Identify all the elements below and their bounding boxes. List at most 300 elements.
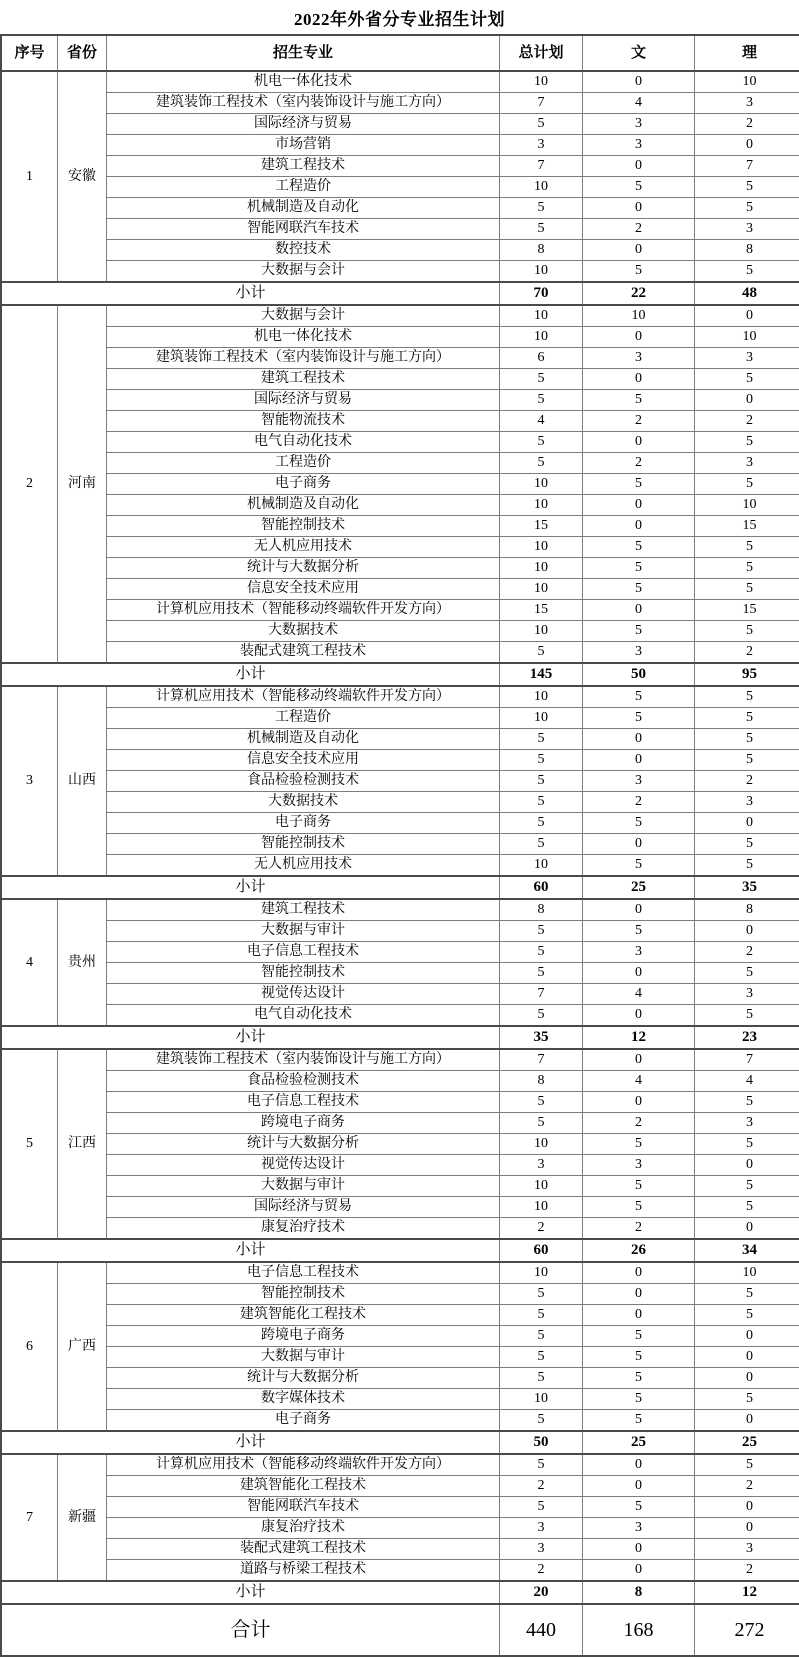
province-name-cell: 河南	[58, 305, 107, 663]
major-name-cell: 机电一体化技术	[107, 71, 500, 93]
total-plan-cell: 3	[500, 1518, 583, 1539]
table-row	[1, 642, 799, 664]
major-name-cell: 计算机应用技术（智能移动终端软件开发方向）	[107, 600, 500, 621]
total-plan-cell: 5	[500, 1284, 583, 1305]
major-name-cell: 计算机应用技术（智能移动终端软件开发方向）	[107, 686, 500, 708]
subtotal-label-cell: 小计	[1, 282, 500, 305]
major-name-cell: 装配式建筑工程技术	[107, 1539, 500, 1560]
li-plan-cell: 0	[695, 305, 799, 327]
major-name-cell: 建筑工程技术	[107, 156, 500, 177]
wen-plan-cell: 4	[583, 1071, 695, 1092]
wen-plan-cell: 10	[583, 305, 695, 327]
page-title: 2022年外省分专业招生计划	[294, 5, 505, 30]
total-plan-cell: 10	[500, 579, 583, 600]
major-name-cell: 数控技术	[107, 240, 500, 261]
li-plan-cell: 15	[695, 600, 799, 621]
subtotal-label-cell: 小计	[1, 1239, 500, 1262]
table-row	[1, 495, 799, 516]
total-plan-cell: 2	[500, 1218, 583, 1240]
table-row	[1, 261, 799, 283]
li-plan-cell: 2	[695, 1476, 799, 1497]
table-row	[1, 1389, 799, 1410]
major-name-cell: 机械制造及自动化	[107, 198, 500, 219]
li-plan-cell: 5	[695, 1197, 799, 1218]
table-row	[1, 1368, 799, 1389]
li-plan-cell: 4	[695, 1071, 799, 1092]
province-name-cell: 广西	[58, 1262, 107, 1431]
province-name-cell: 贵州	[58, 899, 107, 1026]
province-name-cell: 山西	[58, 686, 107, 876]
subtotal-total-cell: 70	[500, 282, 583, 305]
total-plan-cell: 5	[500, 1347, 583, 1368]
li-plan-cell: 15	[695, 516, 799, 537]
li-plan-cell: 0	[695, 390, 799, 411]
admission-plan-table	[0, 34, 799, 1657]
subtotal-wen-cell: 50	[583, 663, 695, 686]
li-plan-cell: 3	[695, 984, 799, 1005]
wen-plan-cell: 5	[583, 813, 695, 834]
table-row	[1, 1262, 799, 1284]
wen-plan-cell: 4	[583, 984, 695, 1005]
li-plan-cell: 5	[695, 1176, 799, 1197]
major-name-cell: 跨境电子商务	[107, 1326, 500, 1347]
subtotal-total-cell: 50	[500, 1431, 583, 1454]
major-name-cell: 智能控制技术	[107, 963, 500, 984]
major-name-cell: 信息安全技术应用	[107, 750, 500, 771]
li-plan-cell: 5	[695, 1134, 799, 1155]
li-plan-cell: 10	[695, 71, 799, 93]
li-plan-cell: 5	[695, 1454, 799, 1476]
table-row	[1, 708, 799, 729]
li-plan-cell: 0	[695, 135, 799, 156]
wen-plan-cell: 0	[583, 1476, 695, 1497]
wen-plan-cell: 5	[583, 1410, 695, 1432]
li-plan-cell: 10	[695, 1262, 799, 1284]
li-plan-cell: 5	[695, 261, 799, 283]
li-plan-cell: 0	[695, 1497, 799, 1518]
major-name-cell: 建筑工程技术	[107, 899, 500, 921]
subtotal-label-cell: 小计	[1, 1431, 500, 1454]
province-index-cell: 1	[1, 71, 58, 282]
wen-plan-cell: 3	[583, 771, 695, 792]
table-row	[1, 1218, 799, 1240]
wen-plan-cell: 0	[583, 729, 695, 750]
table-row	[1, 390, 799, 411]
wen-plan-cell: 0	[583, 198, 695, 219]
wen-plan-cell: 5	[583, 579, 695, 600]
li-plan-cell: 5	[695, 177, 799, 198]
total-plan-cell: 10	[500, 327, 583, 348]
li-plan-cell: 5	[695, 1005, 799, 1027]
major-name-cell: 大数据技术	[107, 621, 500, 642]
table-row	[1, 963, 799, 984]
province-name-cell: 安徽	[58, 71, 107, 282]
wen-plan-cell: 0	[583, 369, 695, 390]
total-plan-cell: 7	[500, 93, 583, 114]
li-plan-cell: 5	[695, 729, 799, 750]
total-plan-cell: 2	[500, 1476, 583, 1497]
table-row	[1, 1092, 799, 1113]
major-name-cell: 电子商务	[107, 1410, 500, 1432]
table-row	[1, 348, 799, 369]
total-plan-cell: 4	[500, 411, 583, 432]
total-plan-cell: 5	[500, 1497, 583, 1518]
province-index-cell: 4	[1, 899, 58, 1026]
total-plan-cell: 7	[500, 984, 583, 1005]
total-plan-cell: 5	[500, 1410, 583, 1432]
li-plan-cell: 3	[695, 219, 799, 240]
li-plan-cell: 0	[695, 1518, 799, 1539]
table-row	[1, 1176, 799, 1197]
table-row	[1, 1155, 799, 1176]
wen-plan-cell: 2	[583, 1113, 695, 1134]
table-row	[1, 432, 799, 453]
wen-plan-cell: 5	[583, 921, 695, 942]
major-name-cell: 食品检验检测技术	[107, 771, 500, 792]
total-plan-cell: 5	[500, 369, 583, 390]
wen-plan-cell: 5	[583, 708, 695, 729]
wen-plan-cell: 3	[583, 114, 695, 135]
wen-plan-cell: 5	[583, 537, 695, 558]
total-plan-cell: 5	[500, 750, 583, 771]
wen-plan-cell: 5	[583, 1347, 695, 1368]
subtotal-label-cell: 小计	[1, 876, 500, 899]
major-name-cell: 计算机应用技术（智能移动终端软件开发方向）	[107, 1454, 500, 1476]
subtotal-li-cell: 34	[695, 1239, 799, 1262]
table-row	[1, 219, 799, 240]
table-row	[1, 771, 799, 792]
subtotal-li-cell: 25	[695, 1431, 799, 1454]
grand-total-wen-cell: 168	[583, 1604, 695, 1656]
subtotal-total-cell: 35	[500, 1026, 583, 1049]
wen-plan-cell: 2	[583, 219, 695, 240]
wen-plan-cell: 4	[583, 93, 695, 114]
table-row	[1, 750, 799, 771]
table-row	[1, 537, 799, 558]
major-name-cell: 大数据技术	[107, 792, 500, 813]
major-name-cell: 智能控制技术	[107, 834, 500, 855]
table-row	[1, 198, 799, 219]
total-plan-cell: 3	[500, 1539, 583, 1560]
major-name-cell: 康复治疗技术	[107, 1518, 500, 1539]
total-plan-cell: 10	[500, 71, 583, 93]
major-name-cell: 智能控制技术	[107, 516, 500, 537]
total-plan-cell: 8	[500, 240, 583, 261]
wen-plan-cell: 0	[583, 156, 695, 177]
major-name-cell: 工程造价	[107, 177, 500, 198]
total-plan-cell: 10	[500, 177, 583, 198]
table-row	[1, 600, 799, 621]
major-name-cell: 国际经济与贸易	[107, 390, 500, 411]
major-name-cell: 智能网联汽车技术	[107, 1497, 500, 1518]
total-plan-cell: 15	[500, 516, 583, 537]
subtotal-total-cell: 20	[500, 1581, 583, 1604]
total-plan-cell: 5	[500, 771, 583, 792]
table-row	[1, 1134, 799, 1155]
table-row	[1, 71, 799, 93]
wen-plan-cell: 0	[583, 834, 695, 855]
li-plan-cell: 0	[695, 1347, 799, 1368]
subtotal-wen-cell: 25	[583, 1431, 695, 1454]
table-row	[1, 156, 799, 177]
column-header-province: 省份	[58, 35, 107, 71]
major-name-cell: 智能控制技术	[107, 1284, 500, 1305]
wen-plan-cell: 5	[583, 1497, 695, 1518]
total-plan-cell: 3	[500, 135, 583, 156]
table-row	[1, 114, 799, 135]
subtotal-row	[1, 1581, 799, 1604]
major-name-cell: 无人机应用技术	[107, 855, 500, 877]
li-plan-cell: 10	[695, 327, 799, 348]
subtotal-wen-cell: 12	[583, 1026, 695, 1049]
table-body	[1, 35, 799, 1656]
major-name-cell: 数字媒体技术	[107, 1389, 500, 1410]
wen-plan-cell: 5	[583, 1368, 695, 1389]
major-name-cell: 建筑智能化工程技术	[107, 1305, 500, 1326]
li-plan-cell: 7	[695, 156, 799, 177]
subtotal-row	[1, 876, 799, 899]
major-name-cell: 电子信息工程技术	[107, 1262, 500, 1284]
li-plan-cell: 0	[695, 921, 799, 942]
li-plan-cell: 5	[695, 537, 799, 558]
wen-plan-cell: 0	[583, 327, 695, 348]
major-name-cell: 大数据与审计	[107, 1176, 500, 1197]
total-plan-cell: 5	[500, 792, 583, 813]
table-row	[1, 558, 799, 579]
total-plan-cell: 5	[500, 114, 583, 135]
wen-plan-cell: 5	[583, 621, 695, 642]
total-plan-cell: 15	[500, 600, 583, 621]
major-name-cell: 大数据与会计	[107, 261, 500, 283]
subtotal-total-cell: 60	[500, 1239, 583, 1262]
major-name-cell: 电子信息工程技术	[107, 1092, 500, 1113]
table-row	[1, 1005, 799, 1027]
table-row	[1, 1284, 799, 1305]
total-plan-cell: 10	[500, 558, 583, 579]
table-row	[1, 135, 799, 156]
major-name-cell: 国际经济与贸易	[107, 114, 500, 135]
table-row	[1, 579, 799, 600]
major-name-cell: 智能物流技术	[107, 411, 500, 432]
li-plan-cell: 2	[695, 942, 799, 963]
table-row	[1, 1518, 799, 1539]
total-plan-cell: 8	[500, 1071, 583, 1092]
column-header-li: 理	[695, 35, 799, 71]
total-plan-cell: 7	[500, 1049, 583, 1071]
major-name-cell: 机械制造及自动化	[107, 495, 500, 516]
major-name-cell: 建筑工程技术	[107, 369, 500, 390]
li-plan-cell: 5	[695, 1284, 799, 1305]
table-row	[1, 305, 799, 327]
total-plan-cell: 10	[500, 495, 583, 516]
total-plan-cell: 10	[500, 686, 583, 708]
li-plan-cell: 2	[695, 411, 799, 432]
table-row	[1, 1113, 799, 1134]
wen-plan-cell: 0	[583, 1262, 695, 1284]
wen-plan-cell: 0	[583, 963, 695, 984]
wen-plan-cell: 0	[583, 71, 695, 93]
li-plan-cell: 5	[695, 686, 799, 708]
column-header-index: 序号	[1, 35, 58, 71]
grand-total-label-cell: 合计	[1, 1604, 500, 1656]
subtotal-wen-cell: 22	[583, 282, 695, 305]
total-plan-cell: 5	[500, 219, 583, 240]
li-plan-cell: 0	[695, 1218, 799, 1240]
total-plan-cell: 5	[500, 1454, 583, 1476]
table-row	[1, 240, 799, 261]
total-plan-cell: 10	[500, 1134, 583, 1155]
major-name-cell: 机械制造及自动化	[107, 729, 500, 750]
table-row	[1, 1347, 799, 1368]
wen-plan-cell: 5	[583, 390, 695, 411]
subtotal-row	[1, 282, 799, 305]
total-plan-cell: 5	[500, 198, 583, 219]
table-row	[1, 1326, 799, 1347]
wen-plan-cell: 2	[583, 1218, 695, 1240]
li-plan-cell: 3	[695, 453, 799, 474]
major-name-cell: 视觉传达设计	[107, 984, 500, 1005]
total-plan-cell: 10	[500, 855, 583, 877]
li-plan-cell: 0	[695, 1410, 799, 1432]
wen-plan-cell: 3	[583, 1155, 695, 1176]
table-row	[1, 327, 799, 348]
li-plan-cell: 5	[695, 855, 799, 877]
table-row	[1, 516, 799, 537]
li-plan-cell: 0	[695, 1155, 799, 1176]
table-row	[1, 1539, 799, 1560]
major-name-cell: 市场营销	[107, 135, 500, 156]
total-plan-cell: 5	[500, 813, 583, 834]
wen-plan-cell: 0	[583, 1049, 695, 1071]
wen-plan-cell: 3	[583, 942, 695, 963]
table-row	[1, 93, 799, 114]
total-plan-cell: 5	[500, 729, 583, 750]
wen-plan-cell: 3	[583, 642, 695, 664]
wen-plan-cell: 0	[583, 516, 695, 537]
total-plan-cell: 5	[500, 432, 583, 453]
wen-plan-cell: 0	[583, 1005, 695, 1027]
total-plan-cell: 8	[500, 899, 583, 921]
li-plan-cell: 3	[695, 1113, 799, 1134]
subtotal-row	[1, 663, 799, 686]
subtotal-total-cell: 145	[500, 663, 583, 686]
major-name-cell: 电子信息工程技术	[107, 942, 500, 963]
subtotal-wen-cell: 25	[583, 876, 695, 899]
total-plan-cell: 5	[500, 1005, 583, 1027]
subtotal-label-cell: 小计	[1, 663, 500, 686]
major-name-cell: 道路与桥梁工程技术	[107, 1560, 500, 1582]
table-row	[1, 921, 799, 942]
total-plan-cell: 6	[500, 348, 583, 369]
major-name-cell: 食品检验检测技术	[107, 1071, 500, 1092]
major-name-cell: 统计与大数据分析	[107, 1368, 500, 1389]
column-header-major: 招生专业	[107, 35, 500, 71]
major-name-cell: 大数据与审计	[107, 1347, 500, 1368]
table-row	[1, 686, 799, 708]
subtotal-row	[1, 1239, 799, 1262]
li-plan-cell: 2	[695, 771, 799, 792]
li-plan-cell: 5	[695, 579, 799, 600]
table-row	[1, 942, 799, 963]
total-plan-cell: 10	[500, 708, 583, 729]
wen-plan-cell: 3	[583, 135, 695, 156]
wen-plan-cell: 3	[583, 1518, 695, 1539]
subtotal-li-cell: 95	[695, 663, 799, 686]
wen-plan-cell: 5	[583, 1134, 695, 1155]
wen-plan-cell: 0	[583, 240, 695, 261]
major-name-cell: 跨境电子商务	[107, 1113, 500, 1134]
table-row	[1, 834, 799, 855]
total-plan-cell: 10	[500, 261, 583, 283]
major-name-cell: 装配式建筑工程技术	[107, 642, 500, 664]
subtotal-li-cell: 48	[695, 282, 799, 305]
li-plan-cell: 0	[695, 1368, 799, 1389]
wen-plan-cell: 0	[583, 1454, 695, 1476]
wen-plan-cell: 5	[583, 261, 695, 283]
li-plan-cell: 5	[695, 369, 799, 390]
subtotal-li-cell: 12	[695, 1581, 799, 1604]
major-name-cell: 无人机应用技术	[107, 537, 500, 558]
wen-plan-cell: 3	[583, 348, 695, 369]
li-plan-cell: 5	[695, 834, 799, 855]
total-plan-cell: 7	[500, 156, 583, 177]
major-name-cell: 信息安全技术应用	[107, 579, 500, 600]
table-header-row	[1, 35, 799, 71]
total-plan-cell: 10	[500, 1197, 583, 1218]
total-plan-cell: 10	[500, 1389, 583, 1410]
li-plan-cell: 0	[695, 1326, 799, 1347]
major-name-cell: 电子商务	[107, 813, 500, 834]
wen-plan-cell: 0	[583, 1560, 695, 1582]
grand-total-li-cell: 272	[695, 1604, 799, 1656]
li-plan-cell: 5	[695, 198, 799, 219]
grand-total-total-cell: 440	[500, 1604, 583, 1656]
li-plan-cell: 5	[695, 750, 799, 771]
table-row	[1, 1560, 799, 1582]
li-plan-cell: 7	[695, 1049, 799, 1071]
total-plan-cell: 5	[500, 1326, 583, 1347]
total-plan-cell: 5	[500, 942, 583, 963]
column-header-total: 总计划	[500, 35, 583, 71]
table-row	[1, 1305, 799, 1326]
major-name-cell: 电子商务	[107, 474, 500, 495]
major-name-cell: 大数据与审计	[107, 921, 500, 942]
li-plan-cell: 5	[695, 1092, 799, 1113]
li-plan-cell: 2	[695, 1560, 799, 1582]
wen-plan-cell: 0	[583, 432, 695, 453]
wen-plan-cell: 5	[583, 474, 695, 495]
wen-plan-cell: 0	[583, 750, 695, 771]
total-plan-cell: 5	[500, 642, 583, 664]
wen-plan-cell: 0	[583, 1284, 695, 1305]
li-plan-cell: 5	[695, 1389, 799, 1410]
subtotal-row	[1, 1431, 799, 1454]
subtotal-label-cell: 小计	[1, 1026, 500, 1049]
total-plan-cell: 10	[500, 1176, 583, 1197]
wen-plan-cell: 0	[583, 1305, 695, 1326]
province-index-cell: 6	[1, 1262, 58, 1431]
province-name-cell: 江西	[58, 1049, 107, 1239]
li-plan-cell: 5	[695, 432, 799, 453]
table-row	[1, 1454, 799, 1476]
table-row	[1, 1197, 799, 1218]
total-plan-cell: 5	[500, 1092, 583, 1113]
wen-plan-cell: 5	[583, 1197, 695, 1218]
major-name-cell: 建筑装饰工程技术（室内装饰设计与施工方向）	[107, 93, 500, 114]
wen-plan-cell: 5	[583, 177, 695, 198]
total-plan-cell: 10	[500, 1262, 583, 1284]
total-plan-cell: 5	[500, 963, 583, 984]
